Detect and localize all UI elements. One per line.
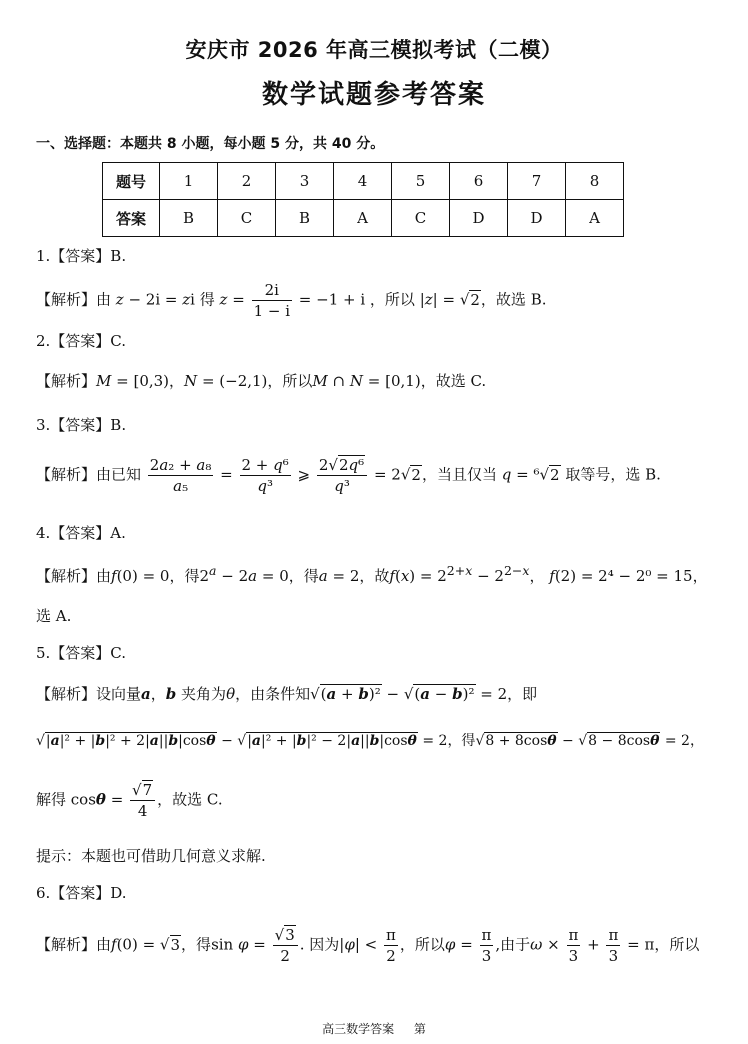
table-cell: A: [566, 200, 624, 237]
table-cell: D: [450, 200, 508, 237]
table-cell: 2: [218, 163, 276, 200]
table-header-cell: 答案: [103, 200, 160, 237]
table-cell: 8: [566, 163, 624, 200]
table-cell: D: [508, 200, 566, 237]
table-cell: 3: [276, 163, 334, 200]
table-cell: A: [334, 200, 392, 237]
table-cell: 4: [334, 163, 392, 200]
q4-answer: 4.【答案】A.: [36, 524, 126, 542]
q5-hint: 提示：本题也可借助几何意义求解.: [36, 847, 266, 865]
table-header-cell: 题号: [103, 163, 160, 200]
table-cell: 5: [392, 163, 450, 200]
table-cell: 1: [160, 163, 218, 200]
table-row: [103, 200, 624, 237]
table-cell: C: [392, 200, 450, 237]
exam-subtitle: 数学试题参考答案: [261, 80, 486, 110]
q3-answer: 3.【答案】B.: [36, 416, 127, 434]
answer-table: [102, 162, 624, 237]
q6-answer: 6.【答案】D.: [36, 884, 127, 902]
q4-tail: 选 A.: [36, 607, 72, 625]
q4-analysis: 【解析】由f(0) = 0，得$2^a - 2a = 0$，得a = 2，故$f(x) = 2^{2+x} - 2^{2-x}$， f(2) = 2⁴ − 2⁰ = 15，: [36, 563, 708, 585]
section-heading: 一、选择题：本题共 8 小题，每小题 5 分，共 40 分。: [36, 136, 385, 152]
q5-solve: 解得 cosθ = $\frac{√7}{4}$ ，故选 C.: [36, 781, 223, 820]
q6-analysis: 【解析】由f(0) = √3，得sin φ = $\frac{√3}{2}$ . 因为|φ| < $\frac{\pi}{2}$ ，所以φ = $\frac{\pi}{3}$ ,由于ω × $\frac{\pi}{3}$ + $\frac{\pi}{3}$ = π，所以: [36, 926, 700, 965]
table-cell: B: [160, 200, 218, 237]
table-cell: 7: [508, 163, 566, 200]
table-row: [103, 163, 624, 200]
q5-analysis-2: √|a|² + |b|² + 2|a||b|cosθ − √|a|² + |b|² − 2|a||b|cosθ = 2，得√8 + 8cosθ − √8 − 8cosθ = 2，: [36, 733, 704, 749]
q5-answer: 5.【答案】C.: [36, 644, 127, 662]
q5-analysis-1: 【解析】设向量a，b 夹角为θ，由条件知√(a + b)² − √(a − b)² = 2，即: [36, 685, 538, 703]
q1-answer: 1.【答案】B.: [36, 247, 127, 265]
exam-title: 安庆市 2026 年高三模拟考试（二模）: [185, 38, 563, 62]
q3-analysis: 【解析】由已知 $\frac{\text{2a₂ + a₈}}{\text{a₅}}$ = $\frac{\text{2 + q⁶}}{\text{q³}}$ ⩾ $\frac{\text{2√2q⁶}}{\text{q³}}$ = 2√2，当且仅当 q = ⁶√2 取等号，选 B.: [36, 456, 661, 495]
table-cell: C: [218, 200, 276, 237]
table-cell: 6: [450, 163, 508, 200]
page-footer: [0, 1020, 748, 1037]
q2-analysis: 【解析】M = [0,3)，N = (−2,1)，所以M ∩ N = [0,1)，故选 C.: [36, 372, 487, 390]
q2-answer: 2.【答案】C.: [36, 332, 127, 350]
footer-label: 高三数学答案: [322, 1022, 395, 1036]
table-cell: B: [276, 200, 334, 237]
q1-analysis: 【解析】由 z − 2i = zi 得 z = $\frac{2i}{1 - i}$ = −1 + i ，所以 |z| = √2，故选 B.: [36, 281, 547, 320]
footer-page: 第: [413, 1022, 426, 1036]
